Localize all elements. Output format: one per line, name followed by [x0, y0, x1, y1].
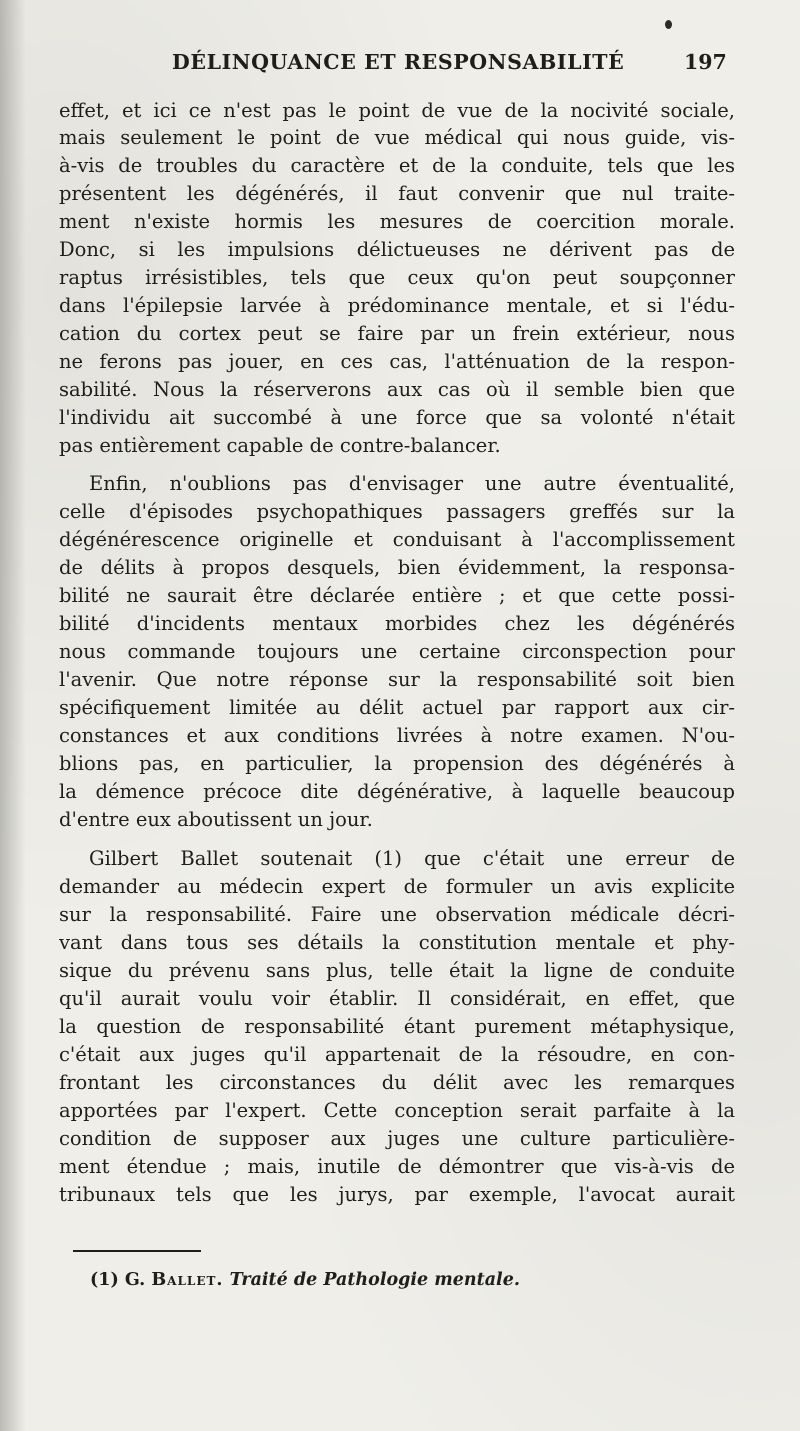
text-line: d'entre eux aboutissent un jour. — [59, 808, 373, 831]
text-line: sabilité. Nous la réserverons aux cas où il semble bien que — [59, 378, 735, 401]
text-line: bilité ne saurait être déclarée entière ; et que cette possi- — [59, 584, 735, 607]
text-line: Donc, si les impulsions délictueuses ne dérivent pas de — [59, 238, 735, 261]
text-line: de délits à propos desquels, bien évidemment, la responsa- — [59, 556, 735, 579]
text-line: ne ferons pas jouer, en ces cas, l'atténuation de la respon- — [59, 350, 735, 373]
text-line: condition de supposer aux juges une culture particulière- — [59, 1127, 735, 1150]
text-line: spécifiquement limitée au délit actuel par rapport aux cir- — [59, 696, 735, 719]
text-line: constances et aux conditions livrées à notre examen. N'ou- — [59, 724, 735, 747]
running-head — [0, 50, 800, 76]
text-line: demander au médecin expert de formuler un avis explicite — [59, 875, 735, 898]
footnote — [90, 1270, 520, 1290]
text-line: frontant les circonstances du délit avec les remarques — [59, 1071, 735, 1094]
footnote-author: Ballet. — [151, 1270, 224, 1290]
text-line: à-vis de troubles du caractère et de la conduite, tels que les — [59, 154, 735, 177]
page-gutter-shadow — [0, 0, 26, 1431]
text-line: tribunaux tels que les jurys, par exemple, l'avocat aurait — [59, 1183, 735, 1206]
text-line: dégénérescence originelle et conduisant à l'accomplissement — [59, 528, 735, 551]
text-line: Enfin, n'oublions pas d'envisager une autre éventualité, — [89, 472, 735, 495]
text-line: ment n'existe hormis les mesures de coercition morale. — [59, 210, 735, 233]
text-line: dans l'épilepsie larvée à prédominance mentale, et si l'édu- — [59, 294, 735, 317]
text-line: sur la responsabilité. Faire une observation médicale décri- — [59, 903, 735, 926]
text-line: apportées par l'expert. Cette conception serait parfaite à la — [59, 1099, 735, 1122]
text-line: présentent les dégénérés, il faut convenir que nul traite- — [59, 182, 735, 205]
running-title: DÉLINQUANCE ET RESPONSABILITÉ — [172, 50, 625, 74]
text-line: blions pas, en particulier, la propension des dégénérés à — [59, 752, 735, 775]
text-line: Gilbert Ballet soutenait (1) que c'était une erreur de — [89, 847, 735, 870]
footnote-rule — [73, 1250, 201, 1252]
text-line: pas entièrement capable de contre-balancer. — [59, 434, 501, 457]
text-line: ment étendue ; mais, inutile de démontrer que vis-à-vis de — [59, 1155, 735, 1178]
page-number: 197 — [684, 50, 727, 74]
text-line: bilité d'incidents mentaux morbides chez les dégénérés — [59, 612, 735, 635]
footnote-work: Traité de Pathologie mentale. — [229, 1270, 520, 1290]
text-line: celle d'épisodes psychopathiques passagers greffés sur la — [59, 500, 735, 523]
text-line: nous commande toujours une certaine circonspection pour — [59, 640, 735, 663]
text-line: raptus irrésistibles, tels que ceux qu'on peut soupçonner — [59, 266, 735, 289]
ink-speck — [665, 20, 672, 29]
footnote-marker: (1) G. — [90, 1270, 146, 1290]
text-line: mais seulement le point de vue médical qui nous guide, vis- — [59, 126, 735, 149]
text-line: qu'il aurait voulu voir établir. Il considérait, en effet, que — [59, 987, 735, 1010]
text-line: l'avenir. Que notre réponse sur la responsabilité soit bien — [59, 668, 735, 691]
text-line: la question de responsabilité étant purement métaphysique, — [59, 1015, 735, 1038]
text-line: la démence précoce dite dégénérative, à laquelle beaucoup — [59, 780, 735, 803]
text-line: cation du cortex peut se faire par un frein extérieur, nous — [59, 322, 735, 345]
text-line: sique du prévenu sans plus, telle était la ligne de conduite — [59, 959, 735, 982]
text-line: effet, et ici ce n'est pas le point de vue de la nocivité sociale, — [59, 99, 735, 122]
text-line: vant dans tous ses détails la constitution mentale et phy- — [59, 931, 735, 954]
text-line: c'était aux juges qu'il appartenait de la résoudre, en con- — [59, 1043, 735, 1066]
text-line: l'individu ait succombé à une force que sa volonté n'était — [59, 406, 735, 429]
